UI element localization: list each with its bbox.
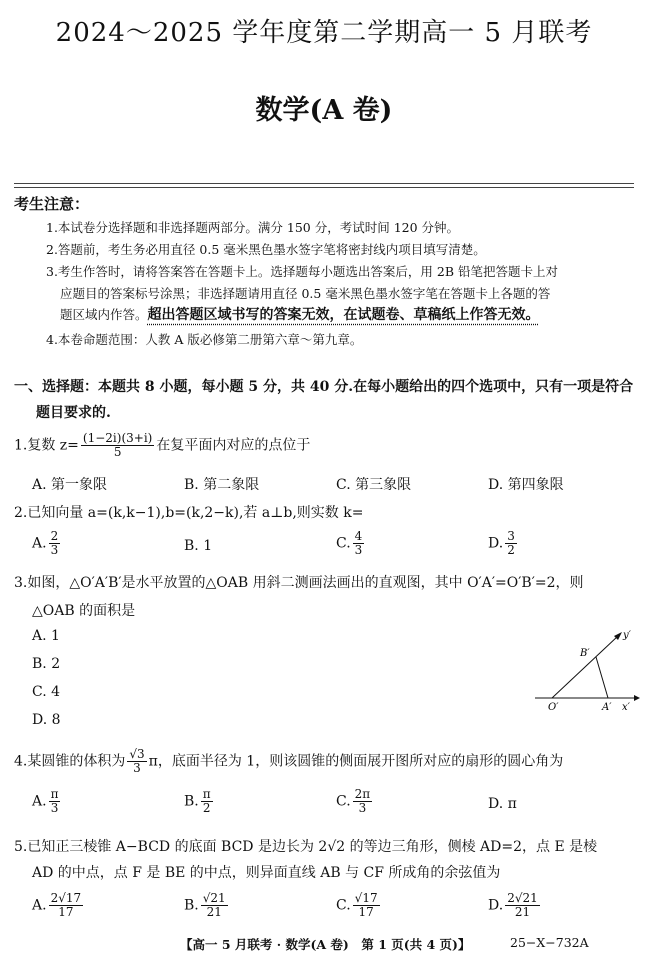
notice-emphasis: 超出答题区域书写的答案无效，在试题卷、草稿纸上作答无效。 <box>147 307 540 323</box>
q1-fraction <box>81 432 154 459</box>
q4-b-label: B. <box>184 793 199 810</box>
q4-a-label: A. <box>32 793 47 810</box>
q2-c-den: 3 <box>354 543 363 557</box>
q2-a-num: 2 <box>50 529 59 543</box>
q5-c-num: √17 <box>354 891 378 905</box>
q4-numerator: √3 <box>129 747 145 761</box>
exam-subtitle: 数学(A 卷) <box>255 95 393 126</box>
q5-c-label: C. <box>336 897 351 914</box>
q5-a-fraction <box>49 892 84 919</box>
footer-code: 25−X−732A <box>510 935 589 950</box>
q2-c-label: C. <box>336 535 351 552</box>
q2-d-label: D. <box>488 535 504 552</box>
y-axis-label: y′ <box>623 630 631 641</box>
question-4 <box>14 748 563 775</box>
q4-option-c <box>336 788 374 815</box>
q3-option-a: A. 1 <box>32 628 60 644</box>
section-heading: 一、选择题：本题共 8 小题，每小题 5 分，共 40 分.在每小题给出的四个选项中，只有一项是符合 <box>14 379 634 395</box>
section-heading-cont: 题目要求的. <box>36 405 111 421</box>
q4-a-fraction <box>49 788 61 815</box>
notice-item: 3.考生作答时，请将答案答在答题卡上。选择题每小题选出答案后，用 2B 铅笔把答题卡上对 <box>46 264 559 279</box>
q5-option-d <box>488 892 542 919</box>
segment-a-b <box>596 657 608 698</box>
notice-item: 1.本试卷分选择题和非选择题两部分。满分 150 分，考试时间 120 分钟。 <box>46 220 460 235</box>
q5-b-fraction <box>201 892 228 919</box>
origin-label: O′ <box>548 702 559 712</box>
q2-a-den: 3 <box>50 543 59 557</box>
q4-b-fraction <box>201 788 213 815</box>
q2-c-num: 4 <box>354 529 363 543</box>
q4-option-b <box>184 788 215 815</box>
q2-d-fraction <box>505 530 517 557</box>
q2-option-b: B. 1 <box>184 538 213 554</box>
q4-denominator: 3 <box>133 761 141 775</box>
question-2: 2.已知向量 a=(k,k−1),b=(k,2−k),若 a⊥b,则实数 k= <box>14 505 364 521</box>
q4-fraction <box>127 748 146 775</box>
q1-stem-pre: 1.复数 z= <box>14 437 79 454</box>
q4-c-num: 2π <box>354 787 371 801</box>
q4-option-a <box>32 788 62 815</box>
q4-a-den: 3 <box>50 801 59 815</box>
q5-d-fraction <box>505 892 540 919</box>
notice-item: 2.答题前，考生务必用直径 0.5 毫米黑色墨水签字笔将密封线内项目填写清楚。 <box>46 242 486 257</box>
q5-d-num: 2√21 <box>507 891 538 905</box>
q2-a-fraction <box>49 530 61 557</box>
q3-option-d: D. 8 <box>32 712 61 728</box>
q4-c-den: 3 <box>358 801 367 815</box>
exam-title: 2024～2025 学年度第二学期高一 5 月联考 <box>55 18 593 48</box>
notice-item: 应题目的答案标号涂黑；非选择题请用直径 0.5 毫米黑色墨水签字笔在答题卡上各题的答 <box>60 286 551 301</box>
notice-item-line <box>60 304 540 324</box>
notice-item: 4.本卷命题范围：人教 A 版必修第二册第六章～第九章。 <box>46 332 363 347</box>
q1-option-a: A. 第一象限 <box>32 477 108 493</box>
notice-heading: 考生注意： <box>14 195 90 213</box>
notice-text: 题区域内作答。 <box>60 307 148 322</box>
q5-b-num: √21 <box>202 891 226 905</box>
q5-option-c <box>336 892 382 919</box>
question-5: 5.已知正三棱锥 A−BCD 的底面 BCD 是边长为 2√2 的等边三角形，侧棱 AD=2，点 E 是棱 <box>14 839 598 855</box>
question-1 <box>14 432 310 459</box>
q2-d-den: 2 <box>507 543 515 557</box>
q5-b-label: B. <box>184 897 199 914</box>
q5-a-den: 17 <box>58 905 74 919</box>
oblique-projection-figure <box>530 626 640 712</box>
q2-c-fraction <box>353 530 365 557</box>
question-5-cont: AD 的中点，点 F 是 BE 的中点，则异面直线 AB 与 CF 所成角的余弦值为 <box>32 865 501 881</box>
q3-option-c: C. 4 <box>32 684 61 700</box>
footer-page-info: 【高一 5 月联考 · 数学(A 卷) 第 1 页(共 4 页)】 <box>180 937 471 952</box>
q5-b-den: 21 <box>206 905 222 919</box>
q5-c-fraction <box>353 892 380 919</box>
q1-stem-post: 在复平面内对应的点位于 <box>156 437 311 454</box>
q2-d-num: 3 <box>507 529 515 543</box>
q4-b-den: 2 <box>202 801 211 815</box>
question-3: 3.如图，△O′A′B′是水平放置的△OAB 用斜二测画法画出的直观图，其中 O′A′=O′B′=2，则 <box>14 575 584 591</box>
q5-a-num: 2√17 <box>50 891 82 905</box>
q4-stem-pre: 4.某圆锥的体积为 <box>14 753 126 770</box>
point-a-label: A′ <box>602 702 612 712</box>
q4-c-label: C. <box>336 793 351 810</box>
q3-option-b: B. 2 <box>32 656 61 672</box>
q2-option-a <box>32 530 62 557</box>
q2-a-label: A. <box>32 535 47 552</box>
q4-stem-post: π，底面半径为 1，则该圆锥的侧面展开图所对应的扇形的圆心角为 <box>148 753 564 770</box>
divider-line <box>14 183 634 184</box>
q5-d-label: D. <box>488 897 504 914</box>
q4-option-d: D. π <box>488 796 517 812</box>
y-axis-line <box>552 636 618 698</box>
divider-line <box>14 187 634 188</box>
q1-option-c: C. 第三象限 <box>336 477 412 493</box>
question-3-cont: △OAB 的面积是 <box>32 603 136 619</box>
q5-option-a <box>32 892 85 919</box>
q1-denominator: 5 <box>113 445 122 459</box>
x-axis-arrow-icon <box>634 695 640 701</box>
point-b-label: B′ <box>580 648 590 659</box>
q5-c-den: 17 <box>358 905 374 919</box>
q5-d-den: 21 <box>514 905 531 919</box>
x-axis-label: x′ <box>622 702 630 712</box>
q1-option-b: B. 第二象限 <box>184 477 260 493</box>
q4-a-num: π <box>50 787 59 801</box>
q1-numerator: (1−2i)(3+i) <box>82 431 153 445</box>
q5-a-label: A. <box>32 897 47 914</box>
q5-option-b <box>184 892 230 919</box>
q2-option-d <box>488 530 519 557</box>
q2-option-c <box>336 530 366 557</box>
q1-option-d: D. 第四象限 <box>488 477 564 493</box>
q4-c-fraction <box>353 788 373 815</box>
q4-b-num: π <box>202 787 211 801</box>
